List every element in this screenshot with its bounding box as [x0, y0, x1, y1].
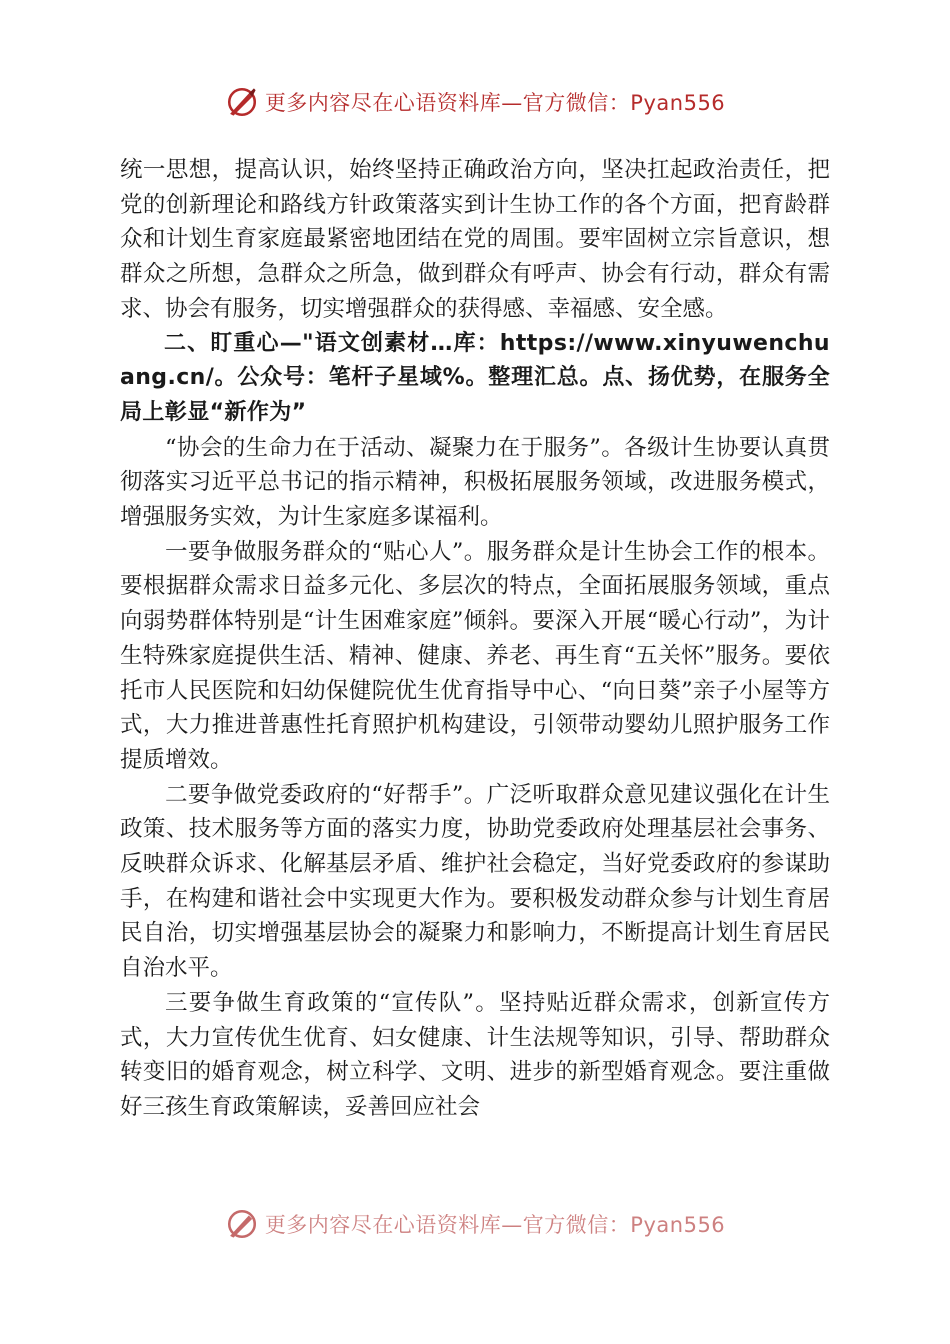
footer-banner-text: 更多内容尽在心语资料库—官方微信：Pyan556	[264, 1213, 726, 1237]
section-heading: 二、盯重心—"语文创素材…库：https://www.xinyuwenchuang.cn/。公众号：笔杆子星域%。整理汇总。点、扬优势，在服务全局上彰显“新作为”	[120, 330, 830, 425]
document-body	[120, 153, 830, 1125]
page-footer-banner	[0, 1204, 950, 1244]
paragraph: “协会的生命力在于活动、凝聚力在于服务”。各级计生协要认真贯彻落实习近平总书记的指示精神，积极拓展服务领域，改进服务模式，增强服务实效，为计生家庭多谋福利。	[120, 434, 830, 531]
page-header-banner	[0, 82, 950, 122]
pen-logo-icon	[225, 85, 259, 119]
header-banner-text: 更多内容尽在心语资料库—官方微信：Pyan556	[264, 91, 726, 115]
paragraph: 三要争做生育政策的“宣传队”。坚持贴近群众需求，创新宣传方式，大力宣传优生优育、妇女健康、计生法规等知识，引导、帮助群众转变旧的婚育观念，树立科学、文明、进步的新型婚育观念。要注重做好三孩生育政策解读，妥善回应社会	[120, 989, 830, 1120]
paragraph: 二要争做党委政府的“好帮手”。广泛听取群众意见建议强化在计生政策、技术服务等方面的落实力度，协助党委政府处理基层社会事务、反映群众诉求、化解基层矛盾、维护社会稳定，当好党委政府的参谋助手，在构建和谐社会中实现更大作为。要积极发动群众参与计划生育居民自治，切实增强基层协会的凝聚力和影响力，不断提高计划生育居民自治水平。	[120, 781, 830, 982]
pen-logo-icon	[225, 1207, 259, 1241]
paragraph-continuation: 统一思想，提高认识，始终坚持正确政治方向，坚决扛起政治责任，把党的创新理论和路线方针政策落实到计生协工作的各个方面，把育龄群众和计划生育家庭最紧密地团结在党的周围。要牢固树立宗旨意识，想群众之所想，急群众之所急，做到群众有呼声、协会有行动，群众有需求、协会有服务，切实增强群众的获得感、幸福感、安全感。	[120, 157, 830, 322]
paragraph: 一要争做服务群众的“贴心人”。服务群众是计生协会工作的根本。要根据群众需求日益多元化、多层次的特点，全面拓展服务领域，重点向弱势群体特别是“计生困难家庭”倾斜。要深入开展“暖心行动”，为计生特殊家庭提供生活、精神、健康、养老、再生育“五关怀”服务。要依托市人民医院和妇幼保健院优生优育指导中心、“向日葵”亲子小屋等方式，大力推进普惠性托育照护机构建设，引领带动婴幼儿照护服务工作提质增效。	[120, 538, 830, 773]
